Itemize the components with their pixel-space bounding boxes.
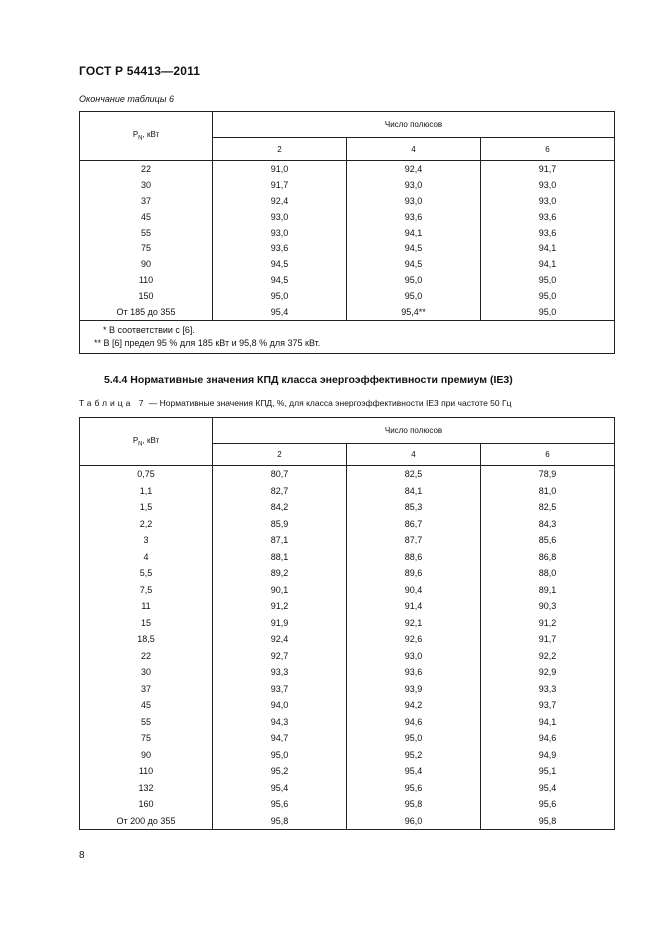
efficiency-cell: 94,5 — [213, 272, 347, 288]
power-cell: 1,1 — [80, 483, 213, 500]
efficiency-cell: 94,1 — [481, 256, 615, 272]
efficiency-cell: 95,1 — [481, 763, 615, 780]
page-number: 8 — [79, 850, 85, 861]
table-row — [80, 796, 615, 813]
efficiency-cell: 94,1 — [347, 225, 481, 241]
efficiency-cell: 94,6 — [481, 730, 615, 747]
efficiency-cell: 95,0 — [481, 304, 615, 320]
efficiency-cell: 91,2 — [213, 598, 347, 615]
efficiency-cell: 93,0 — [481, 177, 615, 193]
efficiency-cell: 93,0 — [481, 193, 615, 209]
poles-6-header: 6 — [481, 138, 615, 161]
power-cell: 7,5 — [80, 582, 213, 599]
efficiency-cell: 88,1 — [213, 549, 347, 566]
efficiency-cell: 95,8 — [481, 813, 615, 830]
table-row — [80, 161, 615, 177]
table-row — [80, 483, 615, 500]
efficiency-cell: 95,4** — [347, 304, 481, 320]
table-row — [80, 256, 615, 272]
efficiency-cell: 95,0 — [213, 288, 347, 304]
power-cell: 4 — [80, 549, 213, 566]
efficiency-cell: 94,5 — [347, 256, 481, 272]
efficiency-cell: 94,5 — [213, 256, 347, 272]
efficiency-cell: 84,1 — [347, 483, 481, 500]
efficiency-cell: 94,5 — [347, 240, 481, 256]
table-row — [80, 288, 615, 304]
efficiency-cell: 82,7 — [213, 483, 347, 500]
poles-4-header: 4 — [347, 444, 481, 466]
footnote: ** В [6] предел 95 % для 185 кВт и 95,8 % для 375 кВт. — [94, 337, 321, 348]
table-row — [80, 272, 615, 288]
power-cell: 1,5 — [80, 499, 213, 516]
power-cell: 110 — [80, 272, 213, 288]
efficiency-cell: 91,4 — [347, 598, 481, 615]
table-row — [80, 730, 615, 747]
power-cell: 110 — [80, 763, 213, 780]
efficiency-cell: 93,0 — [347, 193, 481, 209]
efficiency-cell: 95,6 — [347, 780, 481, 797]
power-cell: 150 — [80, 288, 213, 304]
table-7-body — [80, 466, 615, 830]
efficiency-cell: 90,1 — [213, 582, 347, 599]
efficiency-cell: 95,4 — [213, 304, 347, 320]
power-cell: 75 — [80, 240, 213, 256]
efficiency-cell: 93,0 — [213, 209, 347, 225]
poles-2-header: 2 — [213, 444, 347, 466]
table-row — [80, 763, 615, 780]
efficiency-cell: 94,7 — [213, 730, 347, 747]
efficiency-cell: 91,2 — [481, 615, 615, 632]
efficiency-cell: 91,7 — [481, 161, 615, 177]
power-cell: 55 — [80, 714, 213, 731]
efficiency-cell: 87,1 — [213, 532, 347, 549]
efficiency-cell: 94,1 — [481, 240, 615, 256]
table-6-continuation-caption: Окончание таблицы 6 — [79, 94, 174, 104]
efficiency-cell: 94,6 — [347, 714, 481, 731]
power-cell: 30 — [80, 664, 213, 681]
table-row — [80, 598, 615, 615]
table-row — [80, 747, 615, 764]
efficiency-cell: 88,6 — [347, 549, 481, 566]
efficiency-cell: 92,4 — [347, 161, 481, 177]
efficiency-cell: 93,9 — [347, 681, 481, 698]
table-row — [80, 780, 615, 797]
efficiency-cell: 95,0 — [213, 747, 347, 764]
table-row — [80, 532, 615, 549]
table-row — [80, 499, 615, 516]
efficiency-cell: 91,7 — [481, 631, 615, 648]
table-row — [80, 565, 615, 582]
table-row — [80, 304, 615, 320]
power-cell: 75 — [80, 730, 213, 747]
table-row — [80, 681, 615, 698]
efficiency-cell: 92,2 — [481, 648, 615, 665]
efficiency-cell: 82,5 — [347, 466, 481, 483]
table-row — [80, 209, 615, 225]
table-6-body — [80, 161, 615, 321]
power-cell: 18,5 — [80, 631, 213, 648]
footnote: * В соответствии с [6]. — [103, 324, 195, 335]
efficiency-cell: 93,6 — [481, 225, 615, 241]
efficiency-cell: 95,6 — [481, 796, 615, 813]
efficiency-cell: 91,9 — [213, 615, 347, 632]
efficiency-cell: 84,3 — [481, 516, 615, 533]
efficiency-cell: 93,7 — [213, 681, 347, 698]
table-row — [80, 582, 615, 599]
power-cell: 22 — [80, 648, 213, 665]
efficiency-cell: 94,9 — [481, 747, 615, 764]
efficiency-cell: 93,6 — [347, 664, 481, 681]
table-row — [80, 516, 615, 533]
efficiency-cell: 90,3 — [481, 598, 615, 615]
efficiency-cell: 95,2 — [213, 763, 347, 780]
power-cell: 55 — [80, 225, 213, 241]
efficiency-cell: 95,0 — [347, 272, 481, 288]
power-cell: 15 — [80, 615, 213, 632]
table-row — [80, 225, 615, 241]
efficiency-cell: 91,0 — [213, 161, 347, 177]
efficiency-cell: 78,9 — [481, 466, 615, 483]
power-cell: От 185 до 355 — [80, 304, 213, 320]
efficiency-cell: 86,8 — [481, 549, 615, 566]
poles-header: Число полюсов — [213, 418, 615, 444]
table-7-title: — Нормативные значения КПД, %, для класса энергоэффективности IE3 при частоте 50 Гц — [146, 398, 512, 408]
efficiency-cell: 93,6 — [347, 209, 481, 225]
efficiency-cell: 95,6 — [213, 796, 347, 813]
efficiency-cell: 81,0 — [481, 483, 615, 500]
efficiency-cell: 89,2 — [213, 565, 347, 582]
efficiency-cell: 95,0 — [347, 288, 481, 304]
power-cell: 45 — [80, 209, 213, 225]
efficiency-cell: 95,0 — [481, 288, 615, 304]
efficiency-cell: 93,0 — [347, 177, 481, 193]
efficiency-cell: 92,7 — [213, 648, 347, 665]
table-7-label: Таблица 7 — [79, 398, 147, 408]
table-row — [80, 240, 615, 256]
table-7-caption — [79, 398, 511, 408]
efficiency-cell: 95,4 — [481, 780, 615, 797]
power-cell: 37 — [80, 681, 213, 698]
efficiency-cell: 85,6 — [481, 532, 615, 549]
efficiency-cell: 85,3 — [347, 499, 481, 516]
efficiency-cell: 82,5 — [481, 499, 615, 516]
efficiency-cell: 95,4 — [213, 780, 347, 797]
table-7 — [79, 417, 615, 830]
table-row — [80, 466, 615, 483]
efficiency-cell: 93,6 — [213, 240, 347, 256]
standard-code: ГОСТ Р 54413—2011 — [79, 64, 201, 78]
table-row — [80, 615, 615, 632]
power-cell: 90 — [80, 747, 213, 764]
efficiency-cell: 84,2 — [213, 499, 347, 516]
efficiency-cell: 93,3 — [213, 664, 347, 681]
table-row — [80, 697, 615, 714]
power-cell: 30 — [80, 177, 213, 193]
efficiency-cell: 95,8 — [213, 813, 347, 830]
efficiency-cell: 95,0 — [481, 272, 615, 288]
efficiency-cell: 95,8 — [347, 796, 481, 813]
power-cell: 160 — [80, 796, 213, 813]
poles-header: Число полюсов — [213, 112, 615, 138]
efficiency-cell: 92,6 — [347, 631, 481, 648]
efficiency-cell: 80,7 — [213, 466, 347, 483]
efficiency-cell: 91,7 — [213, 177, 347, 193]
poles-6-header: 6 — [481, 444, 615, 466]
efficiency-cell: 94,3 — [213, 714, 347, 731]
efficiency-cell: 92,4 — [213, 193, 347, 209]
efficiency-cell: 92,1 — [347, 615, 481, 632]
efficiency-cell: 92,9 — [481, 664, 615, 681]
power-cell: 45 — [80, 697, 213, 714]
efficiency-cell: 94,2 — [347, 697, 481, 714]
power-cell: 2,2 — [80, 516, 213, 533]
efficiency-cell: 87,7 — [347, 532, 481, 549]
table-row — [80, 193, 615, 209]
efficiency-cell: 90,4 — [347, 582, 481, 599]
power-cell: 132 — [80, 780, 213, 797]
efficiency-cell: 88,0 — [481, 565, 615, 582]
efficiency-cell: 93,6 — [481, 209, 615, 225]
power-cell: 3 — [80, 532, 213, 549]
poles-2-header: 2 — [213, 138, 347, 161]
efficiency-cell: 93,7 — [481, 697, 615, 714]
power-cell: 90 — [80, 256, 213, 272]
power-cell: 37 — [80, 193, 213, 209]
table-row — [80, 549, 615, 566]
efficiency-cell: 89,1 — [481, 582, 615, 599]
table-row — [80, 177, 615, 193]
efficiency-cell: 94,0 — [213, 697, 347, 714]
efficiency-cell: 86,7 — [347, 516, 481, 533]
table-row — [80, 631, 615, 648]
power-column-header: $Р_N$, кВт — [80, 112, 213, 161]
efficiency-cell: 93,0 — [347, 648, 481, 665]
efficiency-cell: 85,9 — [213, 516, 347, 533]
efficiency-cell: 93,0 — [213, 225, 347, 241]
table-row — [80, 664, 615, 681]
power-cell: 5,5 — [80, 565, 213, 582]
efficiency-cell: 96,0 — [347, 813, 481, 830]
efficiency-cell: 95,0 — [347, 730, 481, 747]
power-cell: 0,75 — [80, 466, 213, 483]
power-cell: 22 — [80, 161, 213, 177]
table-6 — [79, 111, 615, 354]
power-cell: 11 — [80, 598, 213, 615]
poles-4-header: 4 — [347, 138, 481, 161]
table-6-notes — [80, 320, 615, 353]
section-heading: 5.4.4 Нормативные значения КПД класса энергоэффективности премиум (IE3) — [104, 374, 513, 386]
table-row — [80, 714, 615, 731]
efficiency-cell: 94,1 — [481, 714, 615, 731]
efficiency-cell: 95,4 — [347, 763, 481, 780]
table-row — [80, 648, 615, 665]
power-cell: От 200 до 355 — [80, 813, 213, 830]
power-column-header: $Р_N$, кВт — [80, 418, 213, 466]
efficiency-cell: 92,4 — [213, 631, 347, 648]
table-row — [80, 813, 615, 830]
efficiency-cell: 95,2 — [347, 747, 481, 764]
efficiency-cell: 93,3 — [481, 681, 615, 698]
efficiency-cell: 89,6 — [347, 565, 481, 582]
